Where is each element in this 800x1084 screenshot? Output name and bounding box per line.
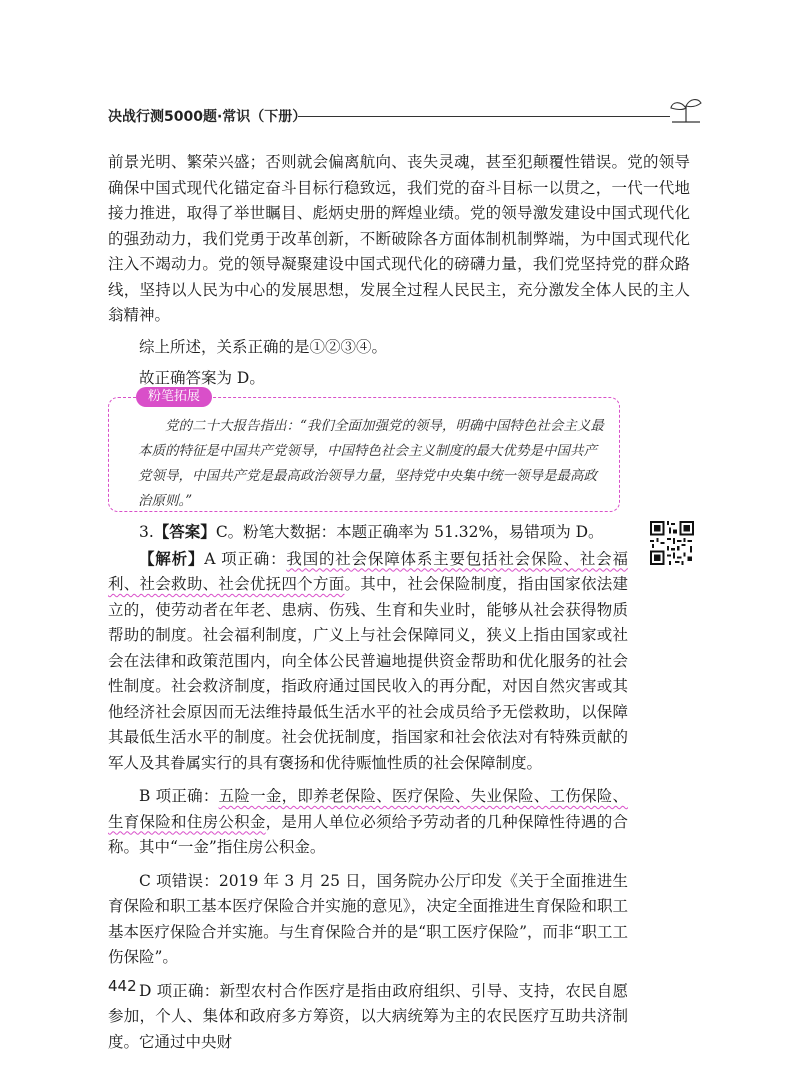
option-a-paragraph (108, 546, 628, 777)
answer-line: 故正确答案为 D。 (139, 369, 265, 387)
option-b-prefix: B 项正确： (139, 787, 219, 805)
option-a-prefix: A 项正确： (204, 549, 287, 568)
q3-number: 3. (139, 523, 154, 541)
answer-tag: 【答案】 (153, 522, 216, 541)
paragraph: 前景光明、繁荣兴盛；否则就会偏离航向、丧失灵魂，甚至犯颠覆性错误。党的领导确保中国式现代化锚定奋斗目标行稳致远，我们党的奋斗目标一以贯之，一代一代地接力推进，取得了举世瞩目、彪炳史册的辉煌业绩。党的领导激发建设中国式现代化的强劲动力，我们党勇于改革创新，不断破除各方面体制机制弊端，为中国式现代化注入不竭动力。党的领导凝聚建设中国式现代化的磅礴力量，我们党坚持党的群众路线，坚持以人民为中心的发展思想，发展全过程人民民主，充分激发全体人民的主人翁精神。 (108, 153, 690, 324)
option-b-paragraph (108, 784, 628, 861)
extension-tag: 粉笔拓展 (136, 387, 212, 407)
option-a-highlight: 我国的社会保障体系主要包括社会保险、社会福利、社会救助、社会优抚四个方面 (108, 549, 628, 593)
qr-code-icon[interactable] (650, 521, 694, 565)
option-a-rest: 。其中，社会保险制度，指由国家依法建立的，使劳动者在年老、患病、伤残、生育和失业时，能够从社会获得物质帮助的制度。社会福利制度，广义上与社会保障同义，狭义上指由国家或社会在法律和政策范围内，向全体公民普遍地提供资金帮助和优化服务的社会性制度。社会救济制度，指政府通过国民收入的再分配，对因自然灾害或其他经济社会原因而无法维持最低生活水平的社会成员给予无偿救助，以保障其最低生活水平的制度。社会优抚制度，指国家和社会依法对有特殊贡献的军人及其眷属实行的具有褒扬和优待赈恤性质的社会保障制度。 (108, 575, 628, 772)
option-d-paragraph: D 项正确：新型农村合作医疗是指由政府组织、引导、支持，农民自愿参加，个人、集体和政府多方筹资，以大病统筹为主的农民医疗互助共济制度。它通过中央财 (108, 981, 628, 1051)
option-c-paragraph: C 项错误：2019 年 3 月 25 日，国务院办公厅印发《关于全面推进生育保险和职工基本医疗保险合并实施的意见》，决定全面推进生育保险和职工基本医疗保险合并实施。与生育保险合并的是“职工医疗保险”，而非“职工工伤保险”。 (108, 871, 628, 966)
page-number: 442 (108, 977, 137, 995)
question-3-explanation (108, 519, 628, 1055)
sprout-icon (666, 94, 706, 128)
summary-line: 综上所述，关系正确的是①②③④。 (139, 337, 388, 356)
option-b-rest: ，是用人单位必须给予劳动者的几种保障性待遇的合称。其中“一金”指住房公积金。 (108, 812, 628, 856)
extension-text: 党的二十大报告指出：“我们全面加强党的领导，明确中国特色社会主义最本质的特征是中国共产党领导，中国特色社会主义制度的最大优势是中国共产党领导，中国共产党是最高政治领导力量，坚持党中央集中统一领导是最高政治原则。” (138, 418, 604, 509)
analysis-tag: 【解析】 (139, 548, 205, 568)
running-header (108, 100, 698, 140)
q3-answer-text: C。粉笔大数据：本题正确率为 51.32%，易错项为 D。 (215, 523, 604, 541)
book-title: 决战行测5000题·常识（下册） (108, 109, 307, 125)
body-text-top (108, 150, 690, 392)
q3-answer-line (108, 519, 628, 546)
header-rule (298, 116, 670, 117)
option-b-highlight: 五险一金，即养老保险、医疗保险、失业保险、工伤保险、生育保险和住房公积金 (108, 787, 628, 831)
